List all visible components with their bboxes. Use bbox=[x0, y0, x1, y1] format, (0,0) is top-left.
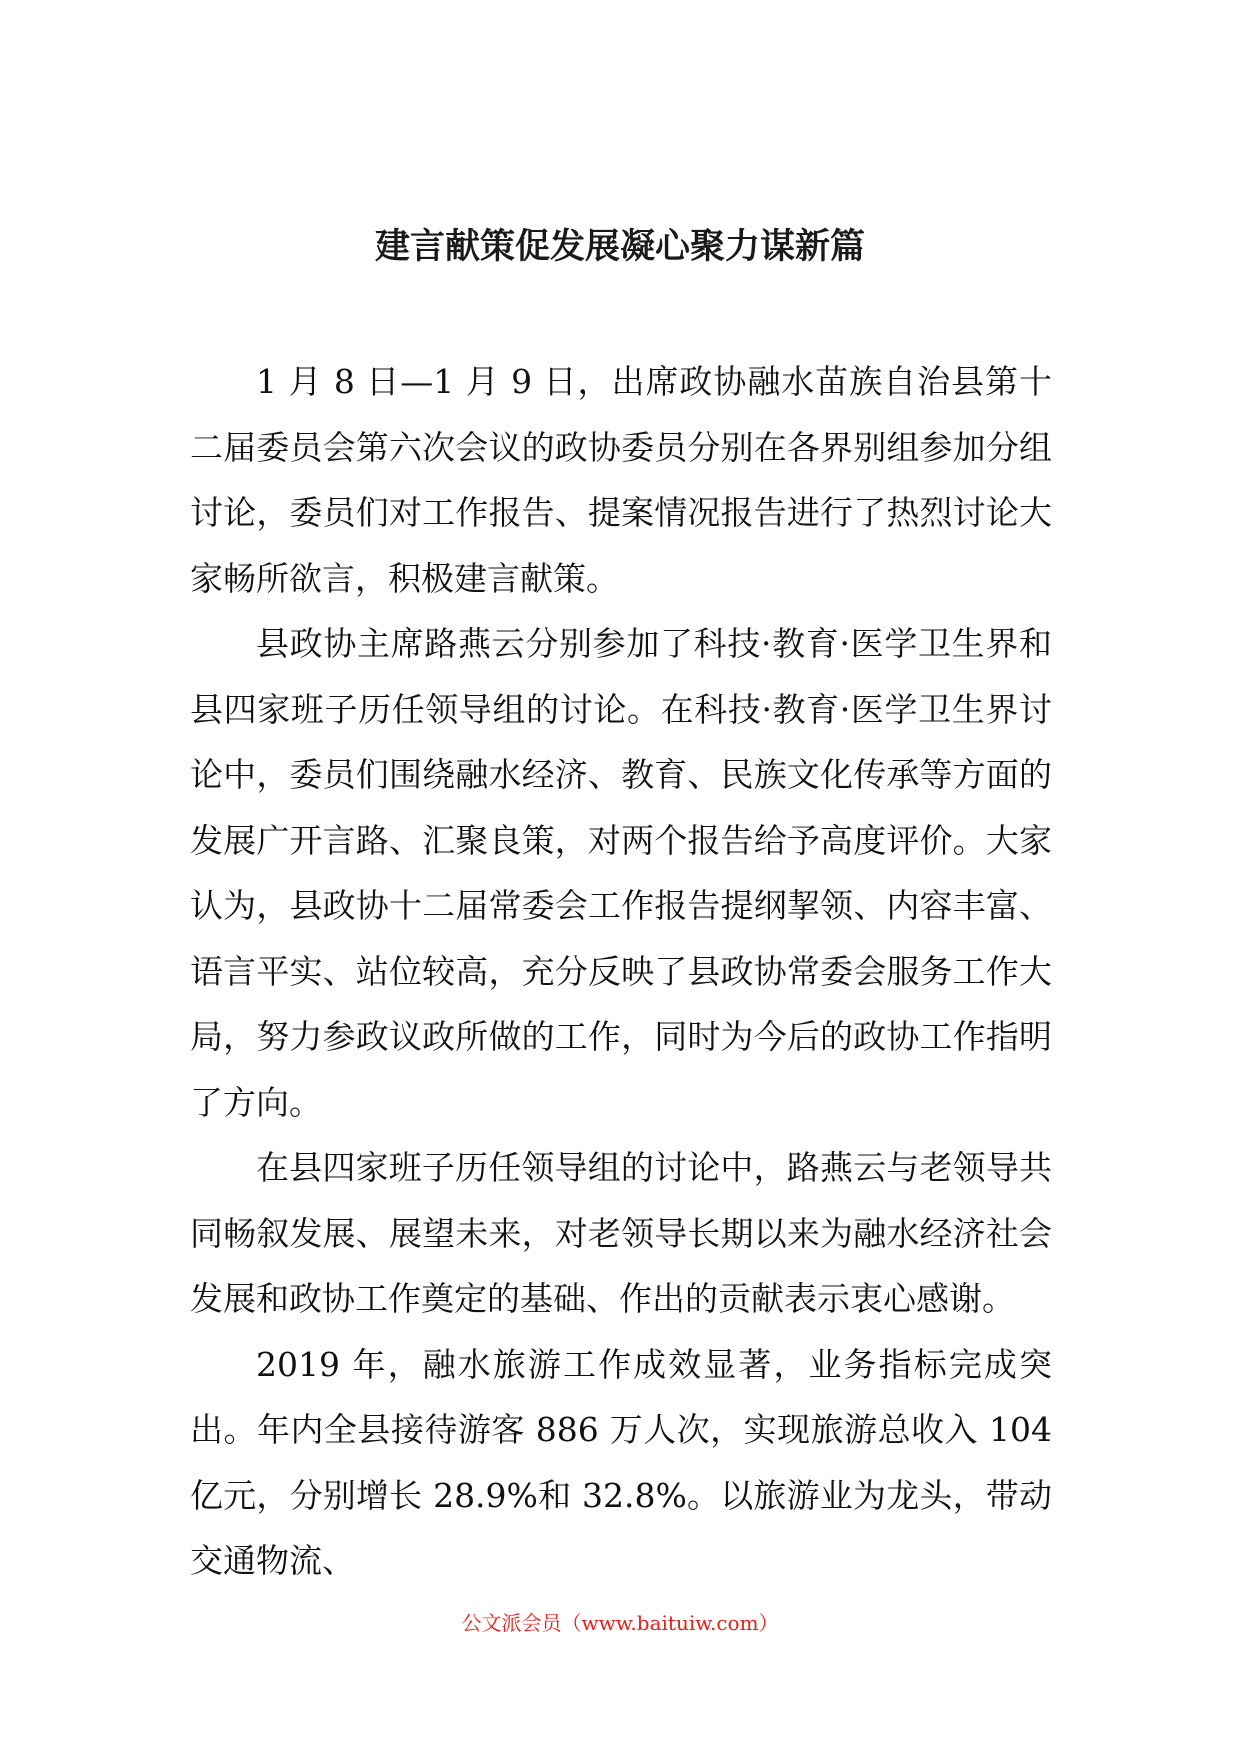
paragraph-4: 2019 年，融水旅游工作成效显著，业务指标完成突出。年内全县接待游客 886 万人次，实现旅游总收入 104 亿元，分别增长 28.9%和 32.8%。以旅游业为龙头，带动交通物流、 bbox=[190, 1344, 1052, 1580]
document-title: 建言献策促发展凝心聚力谋新篇 bbox=[374, 227, 865, 267]
paragraph-3: 在县四家班子历任领导组的讨论中，路燕云与老领导共同畅叙发展、展望未来，对老领导长期以来为融水经济社会发展和政协工作奠定的基础、作出的贡献表示衷心感谢。 bbox=[190, 1148, 1052, 1318]
document-body bbox=[190, 349, 1052, 1594]
paragraph-1: 1 月 8 日—1 月 9 日，出席政协融水苗族自治县第十二届委员会第六次会议的政协委员分别在各界别组参加分组讨论，委员们对工作报告、提案情况报告进行了热烈讨论大家畅所欲言，积极建言献策。 bbox=[190, 362, 1052, 598]
paragraph-2: 县政协主席路燕云分别参加了科技·教育·医学卫生界和县四家班子历任领导组的讨论。在科技·教育·医学卫生界讨论中，委员们围绕融水经济、教育、民族文化传承等方面的发展广开言路、汇聚良策，对两个报告给予高度评价。大家认为，县政协十二届常委会工作报告提纲挈领、内容丰富、语言平实、站位较高，充分反映了县政协常委会服务工作大局，努力参政议政所做的工作，同时为今后的政协工作指明了方向。 bbox=[190, 624, 1052, 1122]
footer-watermark: 公文派会员（www.baituiw.com） bbox=[461, 1611, 779, 1635]
